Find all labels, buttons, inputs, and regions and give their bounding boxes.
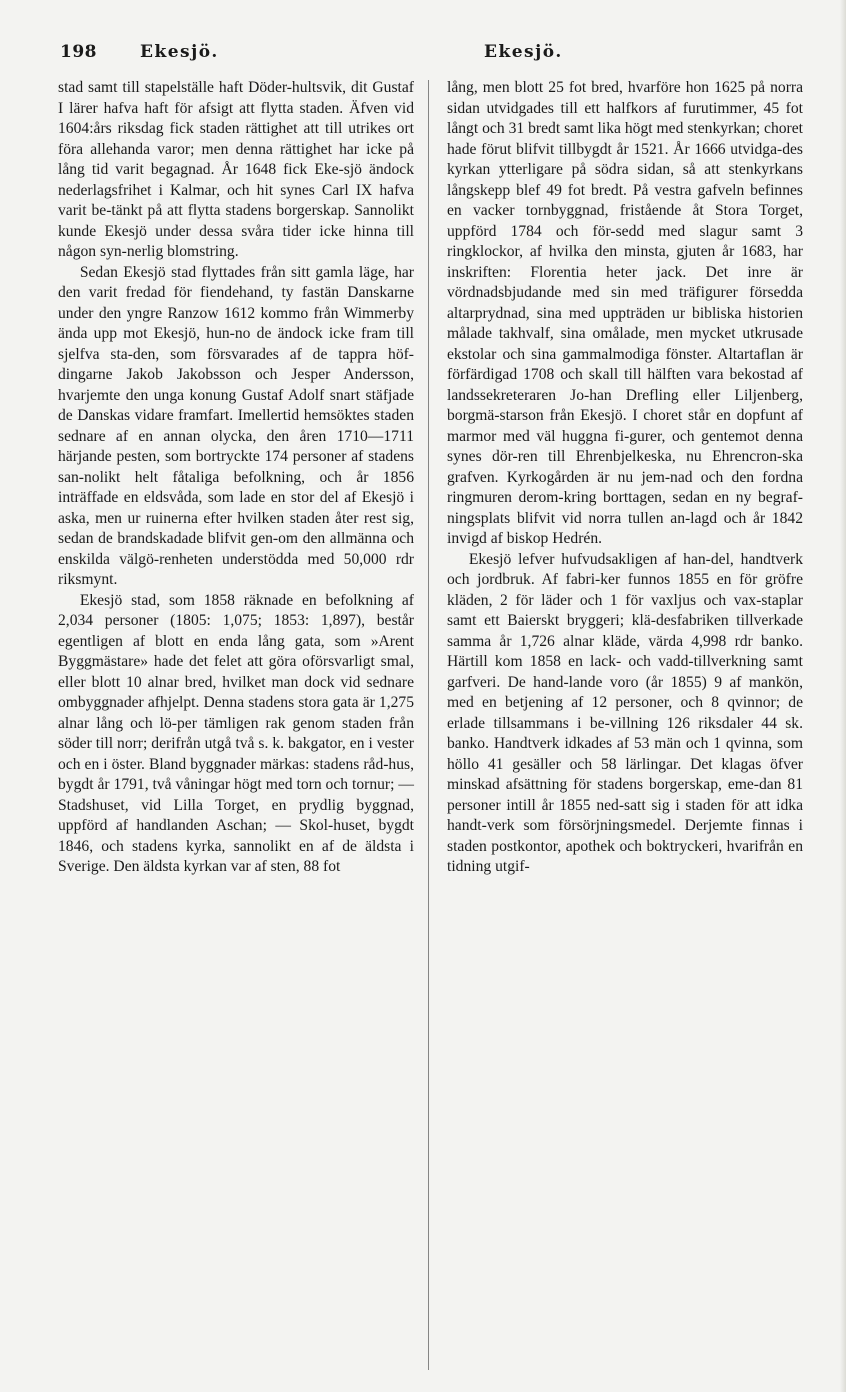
page-edge-shadow <box>840 0 846 1392</box>
running-title-left: Ekesjö. <box>140 42 219 62</box>
paragraph: Ekesjö stad, som 1858 räknade en befolkning af 2,034 personer (1805: 1,075; 1853: 1,897), består egentligen af blott en enda lång gata, som »Arent Byggmästare» hade det felet att göra oförsvarligt smal, eller blott 10 alnar bred, hvilket man dock vid sednare ombyggnader afhjelpt. Denna stadens stora gata är 1,275 alnar lång och lö-per tämligen rak genom staden från söder till norr; derifrån utgå två s. k. bakgator, en i vester och en i öster. Bland byggnader märkas: stadens råd-hus, bygdt år 1791, två våningar högt med torn och tornur; — Stadshuset, vid Lilla Torget, en prydlig byggnad, uppförd af handlanden Aschan; — Skol-huset, bygdt 1846, och stadens kyrka, sannolikt en af de äldsta i Sverige. Den äldsta kyrkan var af sten, 88 fot <box>58 591 414 875</box>
paragraph: Sedan Ekesjö stad flyttades från sitt gamla läge, har den varit fredad för fiendehand, ty fastän Danskarne under den yngre Ranzow 1612 kommo från Wimmerby ända upp mot Ekesjö, hun-no de ändock icke fram till sjelfva sta-den, som försvarades af de tappra höf-dingarne Jakob Jakobsson och Jesper Andersson, hvarjemte den unga konung Gustaf Adolf snart stäfjade de Danskas vidare framfart. Imellertid hemsöktes staden sednare af en annan olycka, den åren 1710—1711 härjande pesten, som bortryckte 174 personer af stadens san-nolikt helt fåtaliga befolkning, och år 1856 inträffade en eldsvåda, som lade en stor del af Ekesjö i aska, men ur ruinerna efter hvilken staden åter rest sig, sedan de brandskadade blifvit gen-om den allmänna och enskilda välgö-renheten understödda med 50,000 rdr riksmynt. <box>58 263 414 588</box>
right-column <box>447 78 803 878</box>
paragraph: Ekesjö lefver hufvudsakligen af han-del, handtverk och jordbruk. Af fabri-ker funnos 1855 en för gröfre kläden, 2 för läder och 1 för vaxljus och vax-staplar samt ett Baierskt bryggeri; klä-desfabriken tillverkade samma år 1,726 alnar kläde, värda 4,998 rdr banko. Härtill kom 1858 en lack- och vadd-tillverkning samt garfveri. De hand-lande voro (år 1855) 9 af mankön, med en betjening af 12 personer, och 8 qvinnor; de erlade tillsammans i be-villning 126 riksdaler 44 sk. banko. Handtverk idkades af 53 män och 1 qvinna, som höllo 41 gesäller och 58 lärlingar. Det klagas öfver minskad afsättning för stadens borgerskap, eme-dan 81 personer intill år 1855 ned-satt sig i staden för att idka handt-verk som försörjningsmedel. Derjemte finnas i staden postkontor, apothek och boktryckeri, hvarifrån en tidning utgif- <box>447 550 803 875</box>
page-number: 198 <box>60 42 97 62</box>
column-divider <box>428 80 429 1370</box>
paragraph: stad samt till stapelställe haft Döder-hultsvik, dit Gustaf I lärer hafva haft för afsigt att flytta staden. Äfven vid 1604:års riksdag fick staden rättighet att till utrikes ort föra allehanda varor; men denna rättighet har icke på lång tid varit begagnad. År 1648 fick Eke-sjö ändock nederlagsfrihet i Kalmar, och hit synes Carl IX hafva varit be-tänkt på att flytta stadens borgerskap. Sannolikt kunde Ekesjö under dessa svåra tider icke hinna till någon syn-nerlig blomstring. <box>58 79 414 260</box>
running-title-right: Ekesjö. <box>484 42 563 62</box>
left-column <box>58 78 414 878</box>
paragraph: lång, men blott 25 fot bred, hvarföre hon 1625 på norra sidan utvidgades till ett halfkors af furutimmer, 45 fot långt och 31 bredt samt lika högt med stenkyrkan; choret hade förut blifvit tillbygdt år 1521. År 1666 utvidga-des kyrkan ytterligare på södra sidan, så att stenkyrkans långskepp blef 49 fot bredt. På vestra gafveln befinnes en vacker tornbyggnad, fristående åt Stora Torget, uppförd 1784 och för-sedd med slagur samt 3 ringklockor, af hvilka den minsta, gjuten år 1683, har inskriften: Florentia heter jack. Det inre är vördnadsbjudande med sin med träfigurer försedda altarprydnad, sina med uppträden ur bibliska historien målade takhvalf, sina omålade, men mycket utkrusade ekstolar och sina gammalmodiga fönster. Altartaflan är förfärdigad 1708 och skall till hälften vara bekostad af landssekreteraren Jo-han Drefling eller Liljenberg, borgmä-starson från Ekesjö. I choret står en dopfunt af marmor med väl huggna fi-gurer, och gentemot denna synes dör-ren till Ehrenbjelkeska, nu Ehrencron-ska grafven. Kyrkogården är nu jem-nad och den fordna ringmuren derom-kring borttagen, sedan en ny begraf-ningsplats blifvit vid norra tullen an-lagd och år 1842 invigd af biskop Hedrén. <box>447 79 803 547</box>
page-header <box>60 42 830 72</box>
